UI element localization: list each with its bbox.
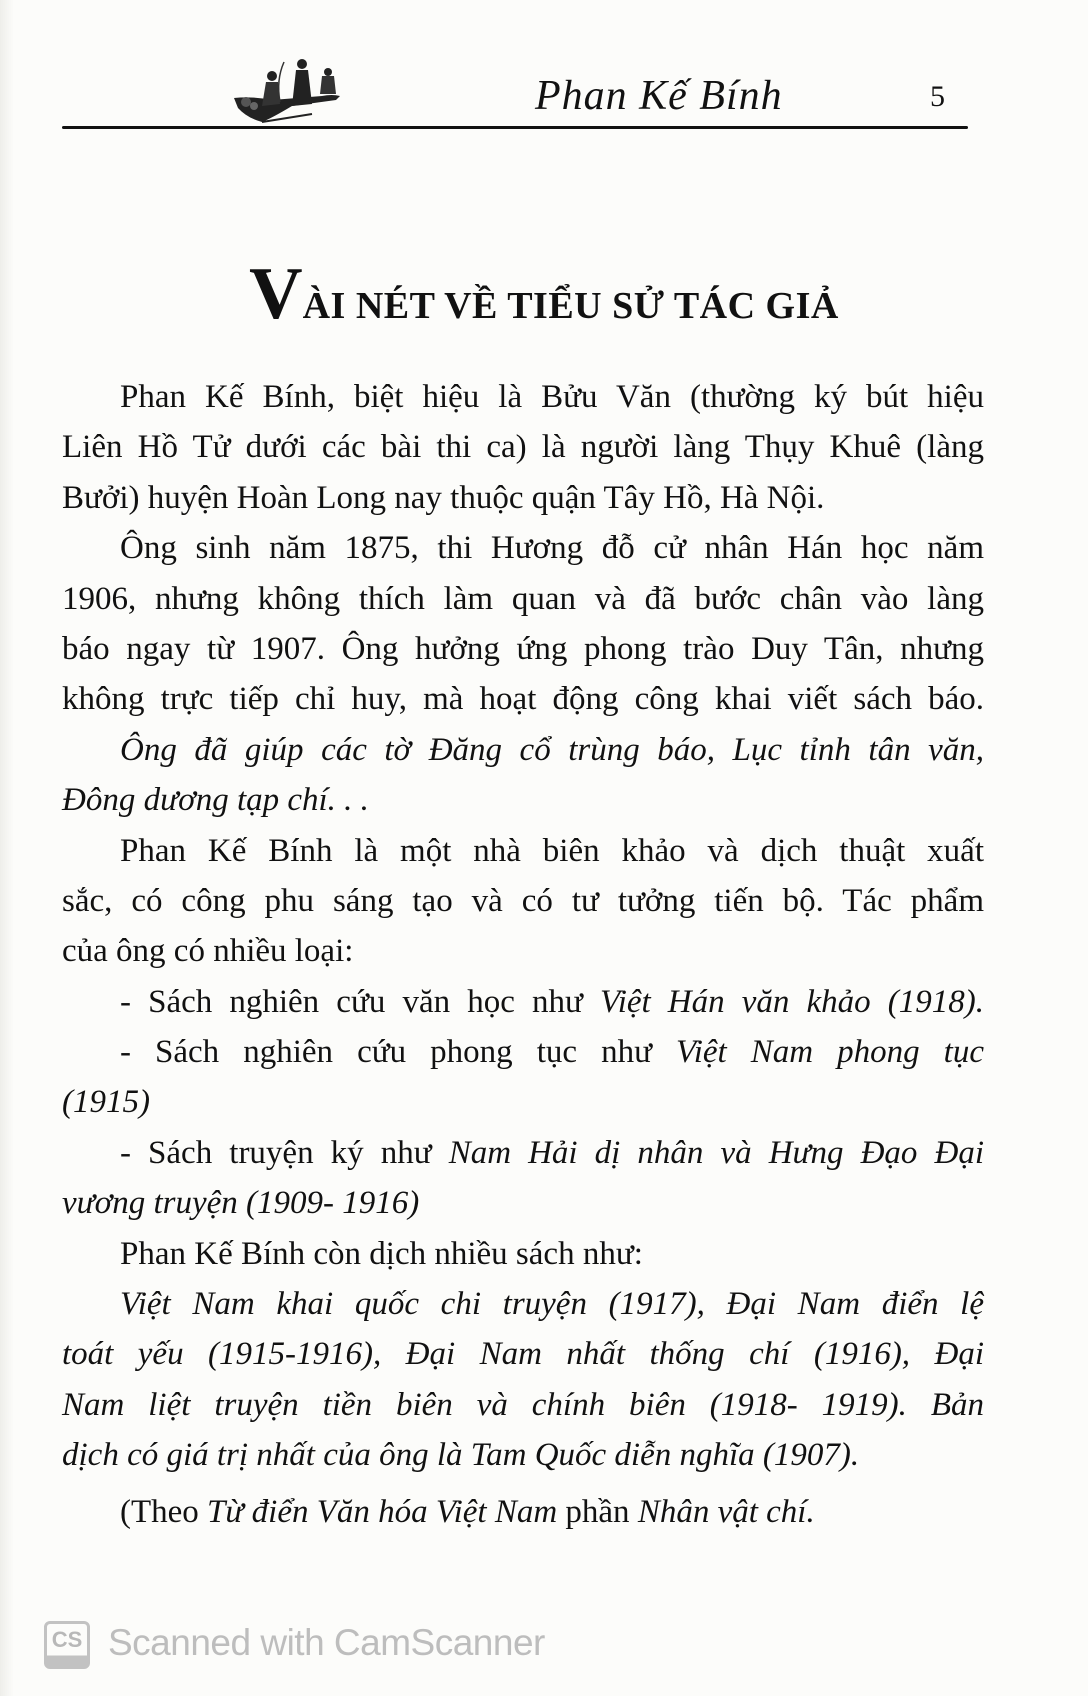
text-line bbox=[62, 1279, 984, 1329]
text-line bbox=[62, 674, 984, 724]
page-number: 5 bbox=[930, 80, 945, 113]
text-line bbox=[62, 926, 984, 976]
text-segment: - Sách truyện ký như bbox=[120, 1134, 449, 1171]
text-segment: Liên Hồ Tử dưới các bài thi ca) là người làng Thụy Khuê (làng bbox=[62, 429, 984, 466]
text-line bbox=[62, 422, 984, 472]
text-line bbox=[62, 1329, 984, 1379]
italic-text: Việt Hán văn khảo (1918). bbox=[599, 983, 984, 1020]
text-segment: Phan Kế Bính là một nhà biên khảo và dịch thuật xuất bbox=[120, 832, 984, 869]
text-segment: báo ngay từ 1907. Ông hưởng ứng phong trào Duy Tân, nhưng bbox=[62, 630, 984, 667]
text-line bbox=[62, 574, 984, 624]
text-segment: (Theo bbox=[120, 1493, 208, 1530]
text-line bbox=[62, 624, 984, 674]
text-line bbox=[62, 1380, 984, 1430]
text-line bbox=[62, 1128, 984, 1178]
text-segment: Phan Kế Bính, biệt hiệu là Bửu Văn (thường ký bút hiệu bbox=[120, 379, 984, 415]
text-line bbox=[62, 977, 984, 1027]
text-segment: sắc, có công phu sáng tạo và có tư tưởng tiến bộ. Tác phẩm bbox=[62, 882, 984, 919]
text-line bbox=[62, 1077, 984, 1127]
text-line bbox=[62, 523, 984, 573]
italic-text: Ông đã giúp các tờ Đăng cổ trùng báo, Lục tỉnh tân văn, bbox=[120, 731, 984, 768]
text-line bbox=[62, 1178, 984, 1228]
text-line bbox=[62, 775, 984, 825]
text-segment: Bưởi) huyện Hoàn Long nay thuộc quận Tây Hồ, Hà Nội. bbox=[62, 479, 825, 516]
text-segment: 1906, nhưng không thích làm quan và đã bước chân vào làng bbox=[62, 580, 984, 617]
text-segment: - Sách nghiên cứu văn học như bbox=[120, 983, 600, 1020]
italic-text: Việt Nam khai quốc chi truyện (1917), Đại Nam điển lệ bbox=[120, 1286, 984, 1323]
text-segment: của ông có nhiều loại: bbox=[62, 933, 354, 970]
italic-text: Nhân vật chí. bbox=[637, 1493, 815, 1530]
body-text bbox=[62, 372, 984, 1537]
italic-text: toát yếu (1915-1916), Đại Nam nhất thống chí (1916), Đại bbox=[62, 1336, 984, 1373]
text-segment: phần bbox=[557, 1493, 638, 1530]
title-rest: ÀI NÉT VỀ TIỂU SỬ TÁC GIẢ bbox=[302, 285, 839, 327]
text-segment: - Sách nghiên cứu phong tục như bbox=[120, 1034, 677, 1071]
italic-text: (1915) bbox=[62, 1084, 150, 1121]
text-line bbox=[62, 473, 984, 523]
italic-text: Việt Nam phong tục bbox=[676, 1034, 985, 1071]
header-rule bbox=[62, 126, 968, 129]
camscanner-watermark: Scanned with CamScanner bbox=[108, 1622, 545, 1663]
title-initial: V bbox=[249, 253, 303, 335]
chapter-title bbox=[0, 252, 1088, 337]
italic-text: Nam liệt truyện tiền biên và chính biên (1918- 1919). Bản bbox=[62, 1386, 984, 1423]
italic-text: vương truyện (1909- 1916) bbox=[62, 1185, 420, 1222]
text-line bbox=[62, 826, 984, 876]
text-line bbox=[62, 1430, 984, 1480]
text-line bbox=[62, 725, 984, 775]
italic-text: Nam Hải dị nhân và Hưng Đạo Đại bbox=[448, 1134, 984, 1171]
text-segment: Ông sinh năm 1875, thi Hương đỗ cử nhân Hán học năm bbox=[120, 530, 984, 567]
text-segment: không trực tiếp chỉ huy, mà hoạt động công khai viết sách báo. bbox=[62, 681, 984, 718]
italic-text: Đông dương tạp chí. . . bbox=[62, 782, 369, 819]
text-line bbox=[62, 1229, 984, 1279]
text-line bbox=[62, 372, 984, 422]
boat-ornament-icon bbox=[232, 56, 352, 126]
running-title: Phan Kế Bính bbox=[535, 73, 783, 119]
italic-text: Từ điển Văn hóa Việt Nam bbox=[207, 1493, 558, 1530]
text-line bbox=[62, 1027, 984, 1077]
text-segment: Phan Kế Bính còn dịch nhiều sách như: bbox=[120, 1235, 643, 1272]
text-line bbox=[62, 876, 984, 926]
text-line bbox=[62, 1487, 984, 1537]
camscanner-logo-icon: CS bbox=[44, 1621, 90, 1669]
italic-text: dịch có giá trị nhất của ông là Tam Quốc diễn nghĩa (1907). bbox=[62, 1437, 860, 1474]
